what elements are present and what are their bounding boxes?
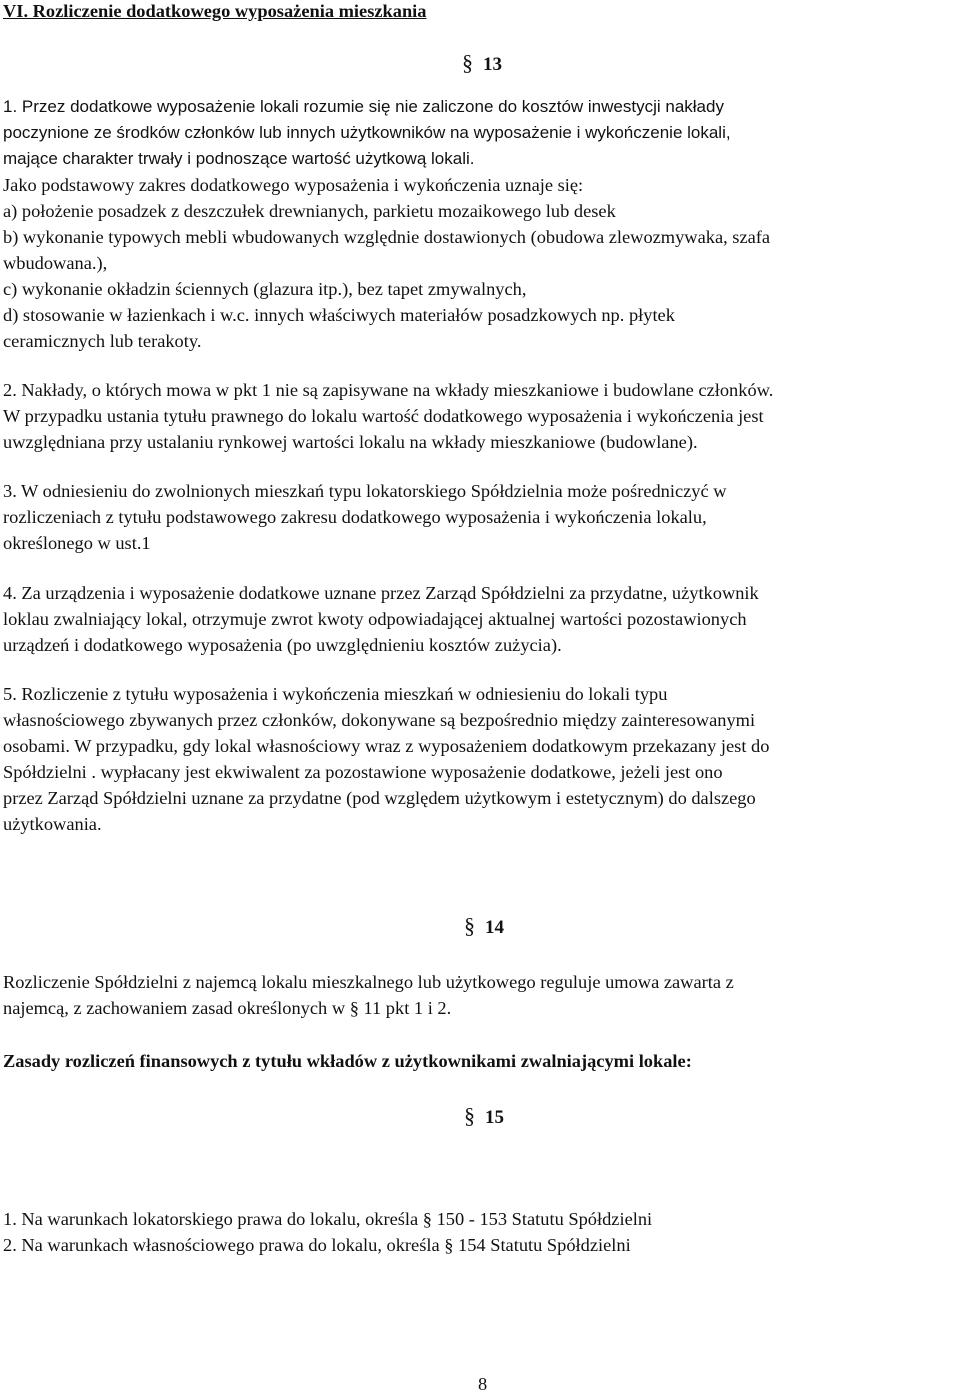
p1-line-9: d) stosowanie w łazienkach i w.c. innych właściwych materiałów posadzkowych np. płytek [3, 305, 675, 325]
section-13-heading [462, 50, 502, 76]
p1-line-4: Jako podstawowy zakres dodatkowego wyposażenia i wykończenia uznaje się: [3, 175, 584, 195]
section-14-heading [464, 913, 504, 939]
section-sign: § [462, 50, 473, 75]
p3-line-3: określonego w ust.1 [3, 533, 151, 553]
p15-line-1: 1. Na warunkach lokatorskiego prawa do lokalu, określa § 150 - 153 Statutu Spółdzielni [3, 1209, 653, 1229]
section-15-number: 15 [485, 1107, 504, 1128]
section-sign: § [464, 913, 475, 938]
p5-line-2: własnościowego zbywanych przez członków, dokonywane są bezpośrednio między zainteresowanymi [3, 710, 756, 730]
p5-line-3: osobami. W przypadku, gdy lokal własnościowy wraz z wyposażeniem dodatkowym przekazany jest do [3, 736, 770, 756]
p1-line-3: mające charakter trwały i podnoszące wartość użytkową lokali. [3, 149, 475, 168]
section-sign: § [464, 1103, 475, 1128]
chapter-heading: VI. Rozliczenie dodatkowego wyposażenia mieszkania [3, 1, 427, 21]
p4-line-2: loklau zwalniający lokal, otrzymuje zwrot kwoty odpowiadającej aktualnej wartości pozostawionych [3, 609, 747, 629]
p15-line-2: 2. Na warunkach własnościowego prawa do lokalu, określa § 154 Statutu Spółdzielni [3, 1235, 631, 1255]
p5-line-6: użytkowania. [3, 814, 102, 834]
settlement-rules-subheading: Zasady rozliczeń finansowych z tytułu wkładów z użytkownikami zwalniającymi lokale: [3, 1051, 692, 1071]
p1-line-7: wbudowana.), [3, 253, 108, 273]
p5-line-1: 5. Rozliczenie z tytułu wyposażenia i wykończenia mieszkań w odniesieniu do lokali typu [3, 684, 668, 704]
p1-line-8: c) wykonanie okładzin ściennych (glazura itp.), bez tapet zmywalnych, [3, 279, 527, 299]
p1-line-6: b) wykonanie typowych mebli wbudowanych względnie dostawionych (obudowa zlewozmywaka, szafa [3, 227, 771, 247]
p4-line-1: 4. Za urządzenia i wyposażenie dodatkowe uznane przez Zarząd Spółdzielni za przydatne, użytkownik [3, 583, 759, 603]
p1-line-5: a) położenie posadzek z deszczułek drewnianych, parkietu mozaikowego lub desek [3, 201, 616, 221]
p5-line-5: przez Zarząd Spółdzielni uznane za przydatne (pod względem użytkowym i estetycznym) do dalszego [3, 788, 756, 808]
p2-line-2: W przypadku ustania tytułu prawnego do lokalu wartość dodatkowego wyposażenia i wykończenia jest [3, 406, 764, 426]
page-number: 8 [478, 1374, 488, 1394]
p2-line-3: uwzględniana przy ustalaniu rynkowej wartości lokalu na wkłady mieszkaniowe (budowlane). [3, 432, 698, 452]
section-15-heading [464, 1103, 504, 1129]
section-13-number: 13 [483, 54, 502, 75]
p14-line-2: najemcą, z zachowaniem zasad określonych w § 11 pkt 1 i 2. [3, 998, 452, 1018]
p1-line-10: ceramicznych lub terakoty. [3, 331, 202, 351]
p5-line-4: Spółdzielni . wypłacany jest ekwiwalent za pozostawione wyposażenie dodatkowe, jeżeli jest ono [3, 762, 723, 782]
p14-line-1: Rozliczenie Spółdzielni z najemcą lokalu mieszkalnego lub użytkowego reguluje umowa zawarta z [3, 972, 734, 992]
p2-line-1: 2. Nakłady, o których mowa w pkt 1 nie są zapisywane na wkłady mieszkaniowe i budowlane członków. [3, 380, 774, 400]
p1-line-2: poczynione ze środków członków lub innych użytkowników na wyposażenie i wykończenie lokali, [3, 123, 731, 142]
p4-line-3: urządzeń i dodatkowego wyposażenia (po uwzględnieniu kosztów zużycia). [3, 635, 562, 655]
p1-line-1: 1. Przez dodatkowe wyposażenie lokali rozumie się nie zaliczone do kosztów inwestycji nakłady [3, 97, 724, 116]
p3-line-2: rozliczeniach z tytułu podstawowego zakresu dodatkowego wyposażenia i wykończenia lokalu, [3, 507, 707, 527]
section-14-number: 14 [485, 917, 504, 938]
p3-line-1: 3. W odniesieniu do zwolnionych mieszkań typu lokatorskiego Spółdzielnia może pośredniczyć w [3, 481, 727, 501]
